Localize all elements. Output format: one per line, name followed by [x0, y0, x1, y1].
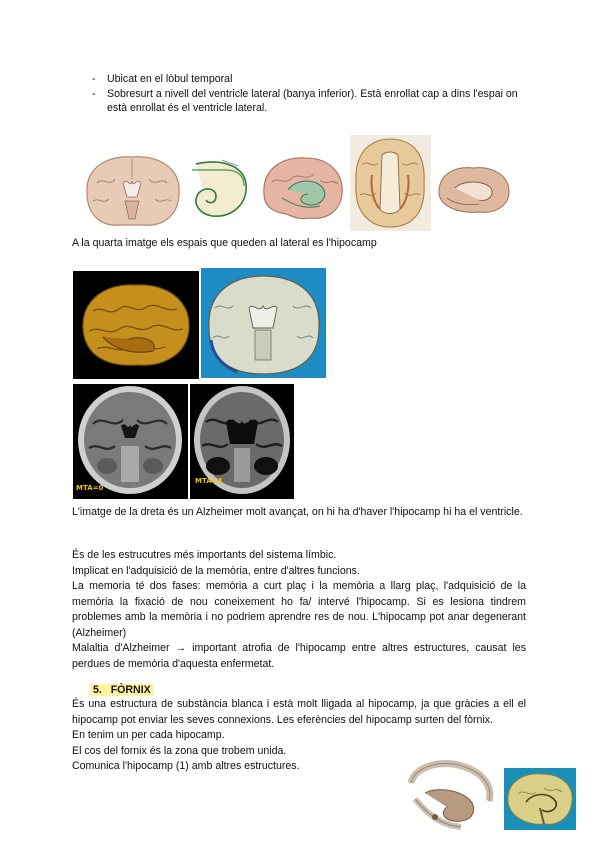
bullet-item [92, 87, 526, 115]
bullet-text: Ubicat en el lòbul temporal [107, 73, 233, 85]
brain-horizontal-dissection [350, 135, 431, 231]
bullet-list [92, 72, 526, 115]
image-caption: A la quarta imatge els espais que queden al lateral es l'hipocamp [72, 237, 377, 249]
bullet-dash: - [92, 73, 96, 85]
bullet-item [92, 72, 526, 86]
alzheimer-caption: L'imatge de la dreta és un Alzheimer molt avançat, on hi ha d'haver l'hipocamp hi ha el ventricle. [72, 506, 523, 518]
bullet-text: Sobresurt a nivell del ventricle lateral (banya inferior). Està enrollat cap a dins l'espai on està enrollat és el ventricle lateral. [107, 88, 518, 114]
hippocampus-paragraphs [72, 548, 526, 672]
section-heading-highlight [90, 684, 154, 696]
text-line: En tenim un per cada hipocamp. [72, 729, 225, 741]
brain-dissection-3d [433, 158, 515, 220]
paragraph: Implicat en l'adquisició de la memòria, entre d'altres funcions. [72, 564, 360, 577]
fornix-diagram [405, 753, 501, 831]
mri-mta4 [190, 384, 294, 499]
mri-label: MTA=4 [195, 477, 223, 485]
brain-sagittal-illustration [258, 150, 348, 228]
paragraph: Malaltia d'Alzheimer → important atrofia de l'hipocamp entre altres estructures, causat les perdues de memòria d'aquesta enfermetat. [72, 642, 526, 670]
paragraph: És una estructura de substància blanca i està molt lligada al hipocamp, ja que gràcies a ell el hipocamp pot enviar les seves connexions. Les eferències del hipocamp surten del fòrnix. [72, 698, 526, 726]
paragraph: És de les estrucutres més importants del sistema límbic. [72, 549, 337, 561]
section-title: FÒRNIX [110, 684, 151, 696]
mri-label: MTA=0 [76, 484, 104, 492]
section-number: 5. [93, 684, 102, 696]
coronal-slice-photo [201, 268, 326, 378]
hippocampus-diagram [186, 156, 254, 224]
mri-mta0 [73, 384, 188, 499]
brain-coronal-illustration [79, 153, 185, 231]
sagittal-fornix-photo [504, 768, 576, 830]
paragraph: La memoria té dos fases: memòria a curt plaç i la memòria a llarg plaç, l'adquisició de la memòria la fixació de nou coneixement ho fa/ intervé l'hipocamp. Si es lesiona tindrem problemes amb la memòria i no podriem aprendre res de nou. L'hipocamp pot anar degenerant (Alzheimer) [72, 580, 526, 639]
section-heading [90, 683, 154, 697]
brain-specimen-photo [73, 271, 199, 379]
bullet-dash: - [92, 88, 96, 100]
text-line: El cos del fornix és la zona que trobem unida. [72, 744, 287, 757]
text-line: Comunica l'hipocamp (1) amb altres estructures. [72, 760, 300, 772]
